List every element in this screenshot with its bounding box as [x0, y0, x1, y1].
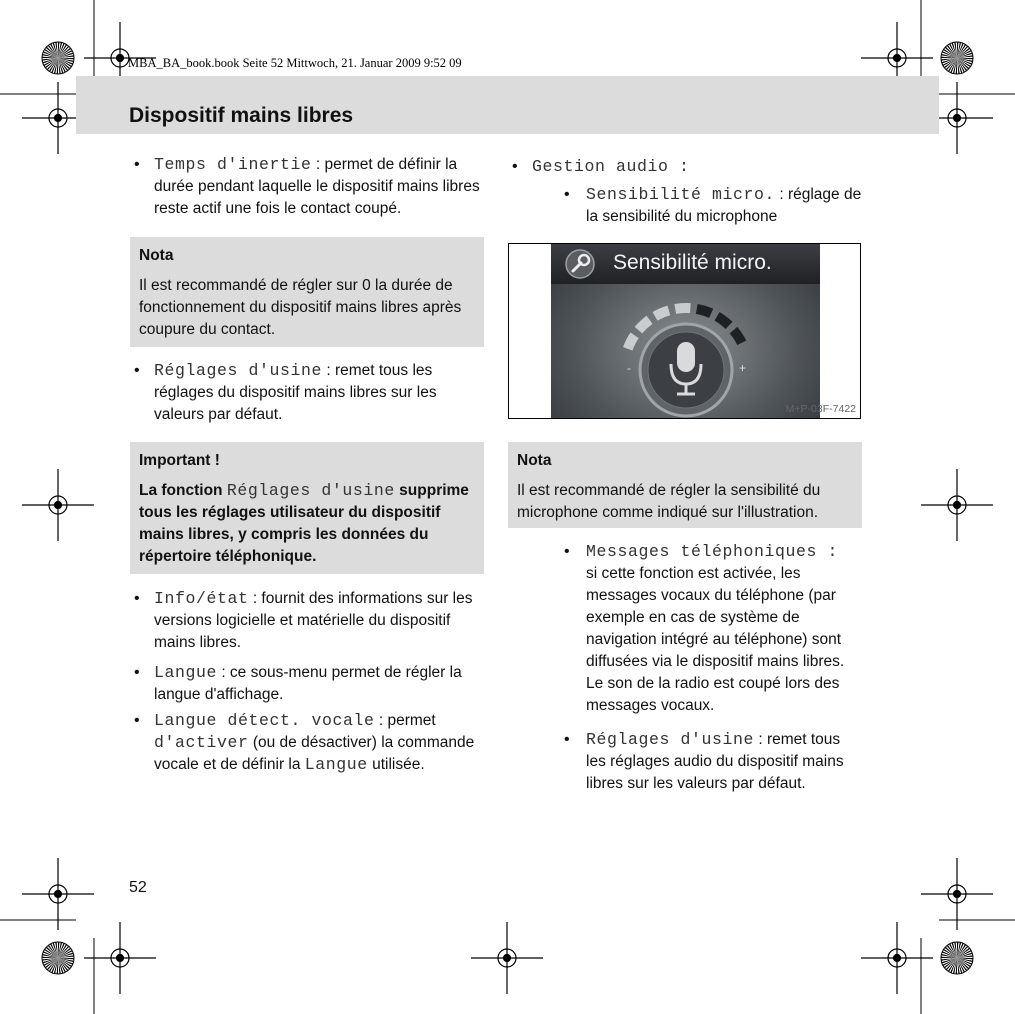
figure-id: M+P-03F-7422 [785, 403, 856, 415]
menu-term: Réglages d'usine [154, 361, 323, 380]
bullet-dot: • [134, 712, 140, 729]
important-text [139, 480, 476, 568]
list-item-langue [134, 662, 484, 706]
list-item-langue-detect-vocale [134, 710, 486, 776]
important-text-post: supprime tous les réglages utilisateur du dispositif mains libres, y compris les données du répertoire téléphonique. [139, 482, 469, 565]
item-description: utilisée. [367, 756, 425, 773]
item-description: : remet tous les réglages audio du dispositif mains libres sur les valeurs par défaut. [586, 731, 844, 792]
dial-segment [675, 308, 690, 309]
nota-text: Il est recommandé de régler la sensibilité du microphone comme indiqué sur l'illustration. [517, 482, 821, 521]
bullet-dot: • [564, 731, 570, 748]
dial-segment [697, 309, 711, 313]
dial-segment [717, 316, 729, 325]
menu-term: Messages téléphoniques : [586, 542, 839, 561]
menu-term: Info/état [154, 589, 249, 608]
nota-box-2 [508, 442, 862, 528]
nota-box-1 [130, 237, 484, 347]
crosshair-mark [22, 469, 94, 541]
menu-term: Réglages d'usine [226, 481, 395, 500]
menu-term: d'activer [154, 733, 249, 752]
sensitivity-dial [611, 288, 761, 418]
item-description: : fournit des informations sur les versions logicielle et matérielle du dispositif mains libres. [154, 590, 473, 651]
figure-microphone-sensitivity [508, 243, 861, 419]
menu-term: Langue détect. vocale [154, 711, 375, 730]
dial-segment [733, 330, 741, 343]
item-description: : permet de définir la durée pendant laquelle le dispositif mains libres reste actif une fois le contact coupé. [154, 156, 480, 217]
menu-term: Langue [154, 663, 218, 682]
sublist-item-sensibilite-micro [564, 184, 862, 228]
crosshair-mark [921, 858, 993, 930]
list-item-gestion-audio [512, 156, 862, 178]
starburst-mark [42, 942, 74, 974]
starburst-mark [941, 42, 973, 74]
bullet-dot: • [512, 158, 518, 175]
item-description: : permet [374, 712, 436, 729]
dial-segment [639, 320, 650, 330]
sublist-item-reglages-usine-audio [564, 729, 862, 795]
crosshair-mark [861, 922, 933, 994]
item-description: : réglage de la sensibilité du microphone [586, 186, 862, 225]
nota-text: Il est recommandé de régler sur 0 la durée de fonctionnement du dispositif mains libres après coupure du contact. [139, 277, 462, 338]
nota-title: Nota [139, 247, 174, 264]
list-item-temps-inertie [134, 154, 484, 220]
bullet-dot: • [134, 590, 140, 607]
item-description: (ou de désactiver) la commande vocale et de définir la [154, 734, 475, 773]
print-info-line: MBA_BA_book.book Seite 52 Mittwoch, 21. Januar 2009 9:52 09 [128, 56, 462, 70]
sublist-item-messages-telephoniques [564, 541, 864, 717]
nota-title: Nota [517, 452, 552, 469]
page-title: Dispositif mains libres [129, 104, 354, 127]
bullet-dot: • [134, 362, 140, 379]
menu-term: Réglages d'usine [586, 730, 755, 749]
starburst-mark [941, 942, 973, 974]
important-box [130, 442, 484, 574]
crosshair-mark [921, 469, 993, 541]
bullet-dot: • [134, 156, 140, 173]
display-screen [551, 244, 820, 418]
crosshair-mark [84, 922, 156, 994]
item-description: : remet tous les réglages du dispositif mains libres sur les valeurs par défaut. [154, 362, 437, 423]
dial-segment [628, 335, 635, 348]
menu-term: Sensibilité micro. [586, 185, 776, 204]
menu-term: Langue [304, 755, 368, 774]
crosshair-mark [471, 922, 543, 994]
starburst-mark [42, 42, 74, 74]
item-description: si cette fonction est activée, les messages vocaux du téléphone (par exemple en cas de système de navigation intégré au téléphone) sont diffusées via le dispositif mains libres. Le son de la radio est coupé lors des messages vocaux. [586, 565, 845, 714]
list-item-info-etat [134, 588, 484, 654]
plus-label: + [739, 361, 747, 375]
bullet-dot: • [564, 543, 570, 560]
important-title: Important ! [139, 452, 220, 469]
wrench-icon [563, 248, 597, 280]
page-number: 52 [129, 879, 147, 896]
menu-term: Temps d'inertie [154, 155, 312, 174]
bullet-dot: • [564, 186, 570, 203]
item-description: : ce sous-menu permet de régler la langue d'affichage. [154, 664, 462, 703]
dial-segment [655, 310, 669, 316]
crosshair-mark [22, 858, 94, 930]
list-item-reglages-usine [134, 360, 484, 426]
bullet-dot: • [134, 664, 140, 681]
menu-term: Gestion audio : [532, 157, 690, 176]
important-text-pre: La fonction [139, 482, 227, 499]
screen-title: Sensibilité micro. [613, 251, 772, 274]
minus-label: - [627, 361, 631, 375]
